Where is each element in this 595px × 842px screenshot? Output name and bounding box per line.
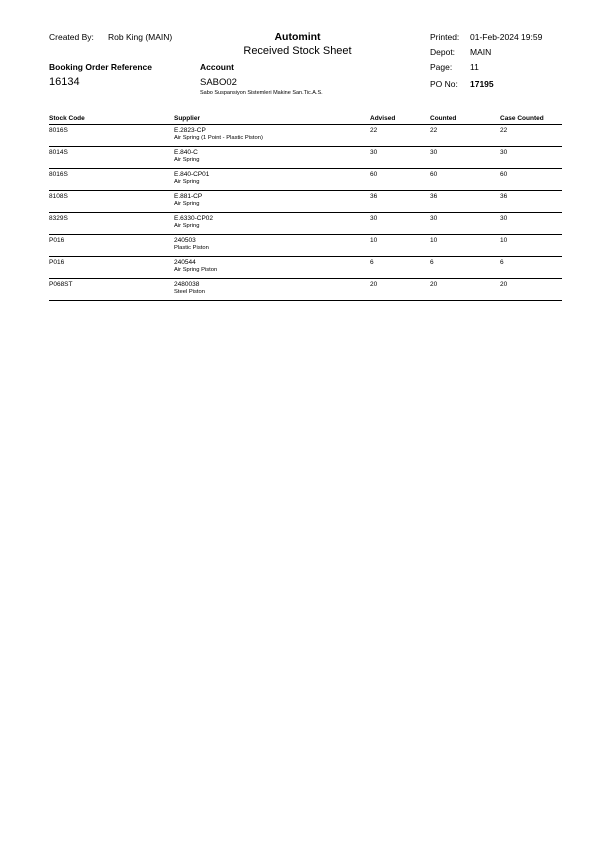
printed-label: Printed:	[430, 32, 460, 42]
po-number-value: 17195	[470, 79, 494, 89]
stock-code-cell: 8329S	[49, 215, 68, 222]
case-counted-cell: 6	[500, 259, 504, 266]
supplier-code-cell: E.6330-CP02	[174, 215, 214, 222]
stock-table	[49, 114, 562, 301]
advised-cell: 36	[370, 193, 378, 200]
table-row	[49, 147, 562, 169]
column-header-case-counted: Case Counted	[500, 115, 544, 122]
counted-cell: 22	[430, 127, 438, 134]
advised-cell: 6	[370, 259, 374, 266]
advised-cell: 22	[370, 127, 378, 134]
item-description: Air Spring	[174, 179, 200, 185]
case-counted-cell: 60	[500, 171, 508, 178]
case-counted-cell: 22	[500, 127, 508, 134]
page-title: Received Stock Sheet	[243, 45, 352, 57]
item-description: Air Spring Piston	[174, 267, 218, 273]
table-row	[49, 191, 562, 213]
printed-value: 01-Feb-2024 19:59	[470, 32, 543, 42]
table-row	[49, 125, 562, 147]
counted-cell: 6	[430, 259, 434, 266]
supplier-code-cell: E.2823-CP	[174, 127, 206, 134]
table-header	[49, 114, 562, 125]
column-header-stock-code: Stock Code	[49, 115, 85, 122]
counted-cell: 30	[430, 149, 438, 156]
stock-code-cell: 8014S	[49, 149, 68, 156]
item-description: Steel Piston	[174, 289, 205, 295]
item-description: Air Spring	[174, 201, 200, 207]
supplier-code-cell: 2480038	[174, 281, 200, 288]
counted-cell: 36	[430, 193, 438, 200]
column-header-supplier: Supplier	[174, 115, 201, 122]
stock-code-cell: P016	[49, 237, 65, 244]
counted-cell: 10	[430, 237, 438, 244]
column-header-counted: Counted	[430, 115, 457, 122]
case-counted-cell: 36	[500, 193, 508, 200]
item-description: Air Spring (1 Point - Plastic Piston)	[174, 135, 263, 141]
company-name: Automint	[274, 31, 321, 43]
supplier-code-cell: E.840-C	[174, 149, 198, 156]
advised-cell: 10	[370, 237, 378, 244]
counted-cell: 20	[430, 281, 438, 288]
stock-code-cell: 8016S	[49, 171, 68, 178]
case-counted-cell: 30	[500, 215, 508, 222]
depot-label: Depot:	[430, 47, 456, 57]
po-number-label: PO No:	[430, 79, 458, 89]
stock-code-cell: P068ST	[49, 281, 73, 288]
account-label: Account	[200, 62, 234, 72]
supplier-code-cell: 240544	[174, 259, 196, 266]
page-number-value: 11	[470, 62, 479, 72]
table-row	[49, 257, 562, 279]
account-name: Sabo Suspansiyon Sistemleri Makine San.Tic.A.S.	[200, 90, 323, 96]
table-row	[49, 213, 562, 235]
case-counted-cell: 10	[500, 237, 508, 244]
column-header-advised: Advised	[370, 115, 396, 122]
supplier-code-cell: 240503	[174, 237, 196, 244]
account-code: SABO02	[200, 77, 237, 88]
created-by-label: Created By:	[49, 32, 94, 42]
depot-value: MAIN	[470, 47, 492, 57]
counted-cell: 30	[430, 215, 438, 222]
case-counted-cell: 30	[500, 149, 508, 156]
table-row	[49, 169, 562, 191]
item-description: Air Spring	[174, 223, 200, 229]
page-number-label: Page:	[430, 62, 453, 72]
booking-reference-value: 16134	[49, 76, 80, 88]
booking-reference-label: Booking Order Reference	[49, 62, 152, 72]
advised-cell: 60	[370, 171, 378, 178]
supplier-code-cell: E.840-CP01	[174, 171, 210, 178]
case-counted-cell: 20	[500, 281, 508, 288]
stock-code-cell: P016	[49, 259, 65, 266]
advised-cell: 20	[370, 281, 378, 288]
item-description: Plastic Piston	[174, 245, 209, 251]
stock-code-cell: 8108S	[49, 193, 68, 200]
item-description: Air Spring	[174, 157, 200, 163]
table-row	[49, 235, 562, 257]
counted-cell: 60	[430, 171, 438, 178]
advised-cell: 30	[370, 149, 378, 156]
advised-cell: 30	[370, 215, 378, 222]
created-by-value: Rob King (MAIN)	[108, 32, 173, 42]
supplier-code-cell: E.881-CP	[174, 193, 203, 200]
table-row	[49, 279, 562, 301]
stock-code-cell: 8016S	[49, 127, 68, 134]
